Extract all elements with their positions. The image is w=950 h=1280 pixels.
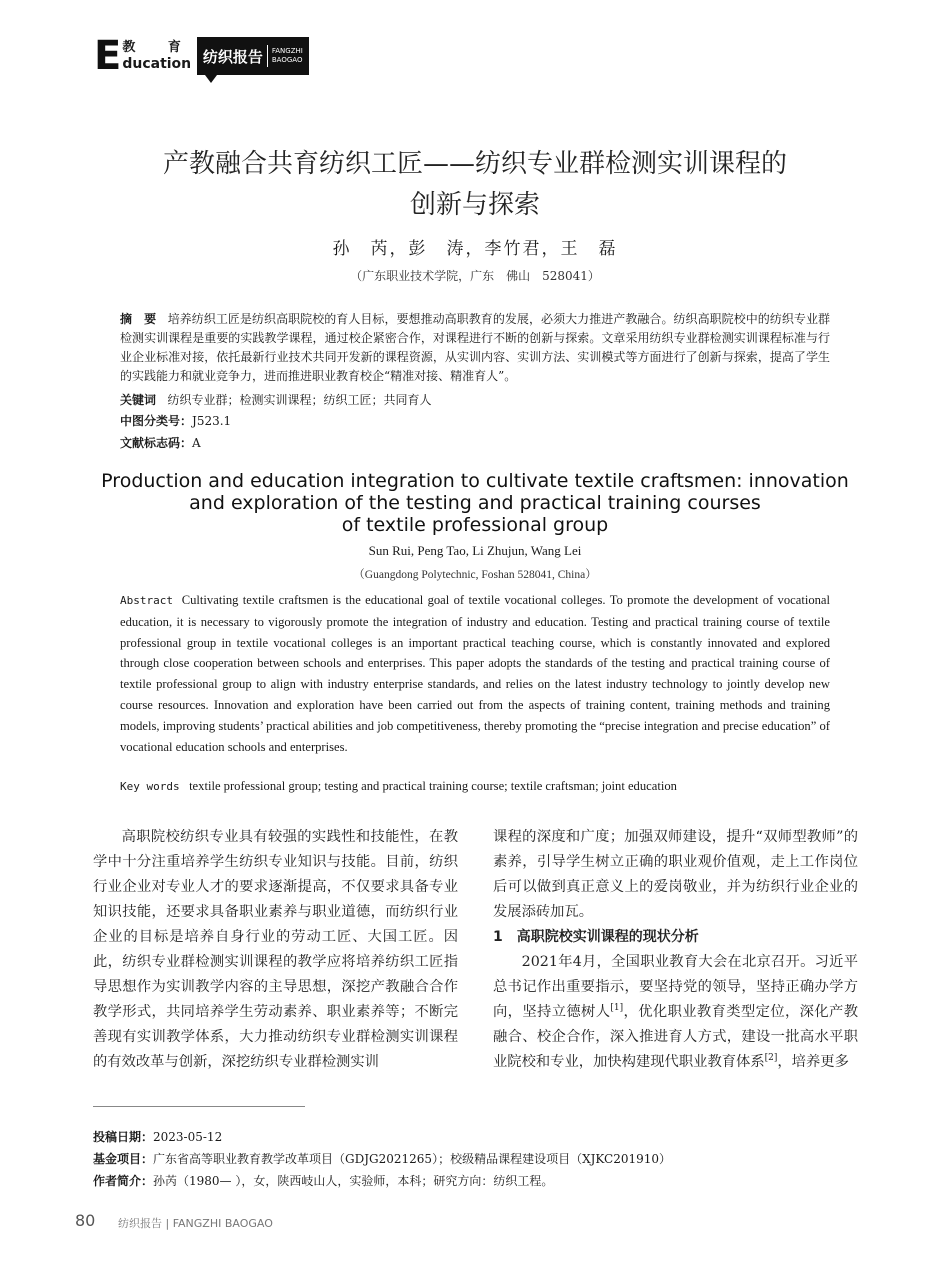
section-heading: 1 高职院校实训课程的现状分析	[493, 929, 699, 945]
body-paragraph	[493, 950, 858, 1075]
citation-ref[interactable]: [2]	[764, 1053, 778, 1064]
body-text: 2021年4月，全国职业教育大会在北京召开。习近平总书记作出重要指示，要坚持党的领导，坚持正确办学方向，坚持立德树人	[493, 954, 858, 1020]
body-column-left	[93, 825, 458, 1075]
keywords-cn-label: 关键词	[120, 393, 157, 407]
title-en-line1: Production and education integration to cultivate textile craftsmen: innovation	[101, 470, 849, 492]
abstract-en-label: Abstract	[120, 594, 173, 607]
abstract-cn-label: 摘 要	[120, 312, 157, 326]
clc-label: 中图分类号：	[120, 414, 193, 428]
keywords-en	[120, 779, 677, 794]
citation-ref[interactable]: [1]	[610, 1003, 624, 1014]
journal-name-bar	[197, 37, 309, 75]
document-code	[120, 434, 201, 453]
body-column-right	[493, 825, 858, 1075]
body-text: ，培养更多	[777, 1054, 849, 1070]
author-value: 孙芮（1980— ），女，陕西岐山人，实验师，本科；研究方向：纺织工程。	[153, 1174, 554, 1188]
affiliation-cn: （广东职业技术学院，广东 佛山 528041）	[350, 269, 600, 283]
footnote-divider	[93, 1106, 305, 1107]
received-value: 2023-05-12	[153, 1130, 223, 1144]
journal-name-en-line2: BAOGAO	[271, 56, 303, 64]
journal-name-en-line1: FANGZHI	[271, 47, 303, 55]
logo-letter: E	[94, 33, 122, 79]
page-number: 80	[75, 1211, 96, 1230]
abstract-cn	[120, 310, 830, 386]
keywords-en-text: textile professional group; testing and practical training course; textile craftsman; joint education	[189, 779, 677, 793]
footnote-author	[93, 1171, 553, 1191]
body-text: ，优化职业教育类型定位，深化产教融合、校企合作，深入推进育人方式，建设一批高水平职业院校和专业，加快构建现代职业教育体系	[493, 1004, 859, 1070]
affiliation-en: （Guangdong Polytechnic, Foshan 528041, China）	[353, 569, 597, 581]
received-label: 投稿日期：	[93, 1130, 154, 1144]
fund-value: 广东省高等职业教育教学改革项目（GDJG2021265）；校级精品课程建设项目（XJKC201910）	[153, 1152, 672, 1166]
footnote-received	[93, 1127, 222, 1147]
title-cn-line2: 创新与探索	[409, 190, 540, 220]
title-cn-line1: 产教融合共育纺织工匠——纺织专业群检测实训课程的	[162, 149, 787, 179]
journal-name-cn: 纺织报告	[202, 47, 263, 66]
logo-en: ducation	[122, 56, 192, 72]
doc-code-value: A	[192, 436, 201, 450]
footer-journal-name: 纺织报告 | FANGZHI BAOGAO	[118, 1217, 273, 1230]
logo-divider	[267, 45, 268, 67]
journal-logo	[94, 33, 309, 79]
body-paragraph-continued: 课程的深度和广度；加强双师建设，提升“双师型教师”的素养，引导学生树立正确的职业观价值观，走上工作岗位后可以做到真正意义上的爱岗敬业，并为纺织行业企业的发展添砖加瓦。	[493, 829, 858, 920]
keywords-cn	[120, 391, 431, 410]
abstract-en	[120, 590, 830, 757]
title-en-line2: and exploration of the testing and practical training courses	[189, 492, 761, 514]
journal-name-en	[272, 47, 303, 65]
logo-cn: 教 育	[122, 40, 195, 55]
authors-en: Sun Rui, Peng Tao, Li Zhujun, Wang Lei	[368, 543, 582, 558]
title-en-line3: of textile professional group	[341, 514, 609, 536]
footnote-fund	[93, 1149, 671, 1169]
logo-pointer	[205, 75, 217, 83]
doc-code-label: 文献标志码：	[120, 436, 193, 450]
author-label: 作者简介：	[93, 1174, 154, 1188]
abstract-en-text: Cultivating textile craftsmen is the educational goal of textile vocational colleges. To promote the development of vocational education, it is necessary to vigorously promote the integration of industry and education. Testing and practical training course of textile professional group in textile vocational colleges is an important practical teaching course, which is constantly innovated and explored through close cooperation between schools and enterprises. This paper adopts the standards of the testing and practical training course of textile professional group to align with industry enterprise standards, and relies on the latest industry technology to jointly develop new course resources. Innovation and exploration have been carried out from the aspects of training content, training methods and training models, improving students’ practical abilities and job competitiveness, thereby promoting the “precise integration and precise education” of vocational education schools and enterprises.	[120, 593, 831, 754]
keywords-en-label: Key words	[120, 780, 180, 793]
abstract-cn-text: 培养纺织工匠是纺织高职院校的育人目标，要想推动高职教育的发展，必须大力推进产教融合。纺织高职院校中的纺织专业群检测实训课程是重要的实践教学课程，通过校企紧密合作，对课程进行不断的创新与探索。文章采用纺织专业群检测实训课程标准与行业企业标准对接，依托最新行业技术共同开发新的课程资源，从实训内容、实训方法、实训模式等方面进行了创新与探索，提高了学生的实践能力和就业竞争力，进而推进职业教育校企“精准对接、精准育人”。	[120, 312, 830, 383]
clc-value: J523.1	[192, 414, 232, 428]
body-paragraph: 高职院校纺织专业具有较强的实践性和技能性，在教学中十分注重培养学生纺织专业知识与技能。目前，纺织行业企业对专业人才的要求逐渐提高，不仅要求具备专业知识技能，还要求具备职业素养与职业道德，而纺织行业企业的目标是培养自身行业的劳动工匠、大国工匠。因此，纺织专业群检测实训课程的教学应将培养纺织工匠指导思想作为实训教学内容的主导思想，深挖产教融合合作教学形式，共同培养学生劳动素养、职业素养等；不断完善现有实训教学体系，大力推动纺织专业群检测实训课程的有效改革与创新，深挖纺织专业群检测实训	[93, 829, 458, 1070]
clc-number	[120, 412, 231, 431]
logo-text	[122, 37, 195, 75]
fund-label: 基金项目：	[93, 1152, 154, 1166]
authors-cn: 孙 芮，彭 涛，李竹君，王 磊	[332, 239, 618, 259]
keywords-cn-text: 纺织专业群；检测实训课程；纺织工匠；共同育人	[167, 393, 432, 407]
